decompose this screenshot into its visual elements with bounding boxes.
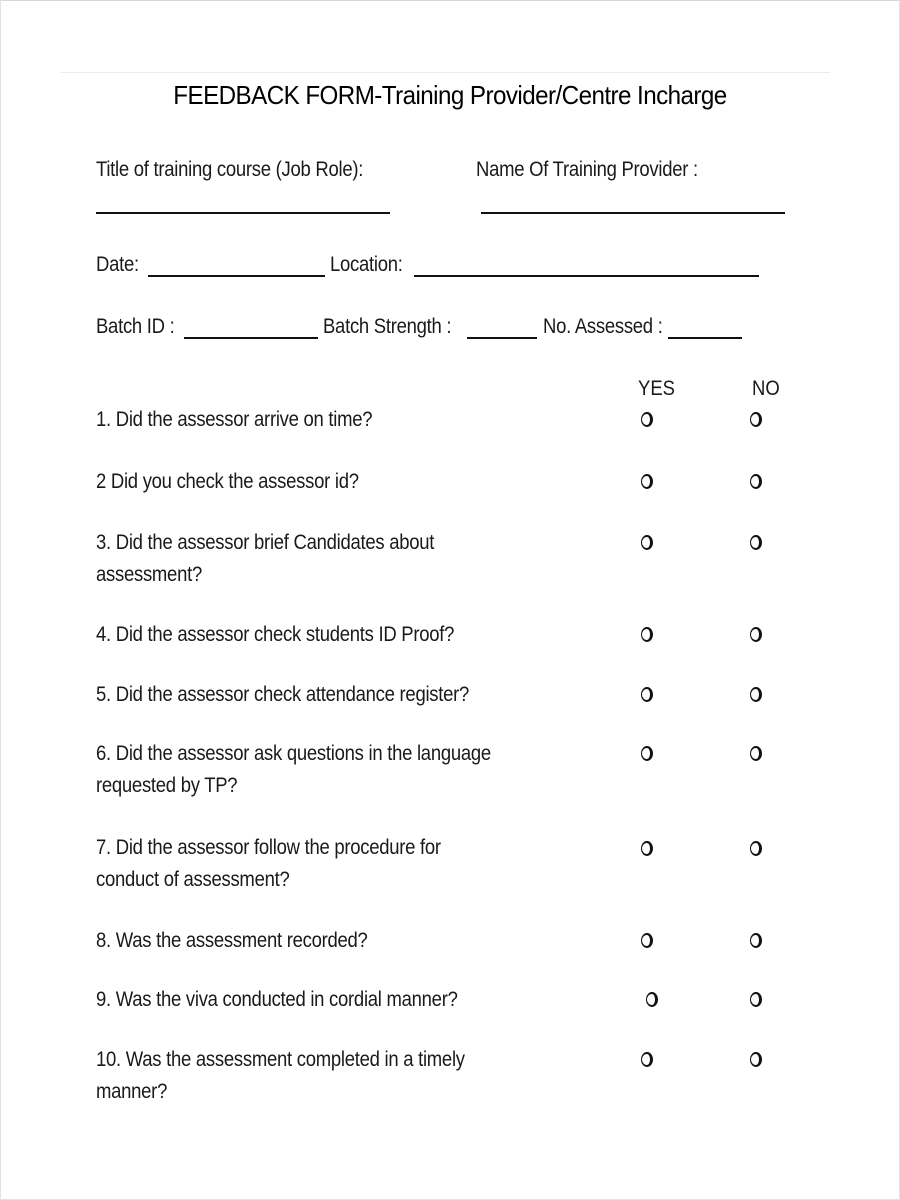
- q1-yes-radio[interactable]: [641, 412, 653, 427]
- question-text-cont: manner?: [96, 1080, 168, 1103]
- top-divider: [60, 72, 830, 73]
- course-title-label: Title of training course (Job Role):: [96, 158, 364, 181]
- q2-no-radio[interactable]: [750, 474, 762, 489]
- no-assessed-field[interactable]: [668, 337, 742, 339]
- question-text: 6. Did the assessor ask questions in the language: [96, 742, 491, 765]
- question-8: [96, 925, 536, 957]
- q6-yes-radio[interactable]: [641, 746, 653, 761]
- q1-no-radio[interactable]: [750, 412, 762, 427]
- q9-yes-radio[interactable]: [646, 992, 658, 1007]
- question-text: 7. Did the assessor follow the procedure for: [96, 836, 441, 859]
- date-label: Date:: [96, 253, 139, 276]
- question-6: [96, 738, 536, 802]
- q10-yes-radio[interactable]: [641, 1052, 653, 1067]
- question-5: [96, 679, 536, 711]
- question-10: [96, 1044, 536, 1108]
- question-1: [96, 404, 536, 436]
- question-7: [96, 832, 536, 896]
- batch-id-label: Batch ID :: [96, 315, 175, 338]
- date-field[interactable]: [148, 275, 325, 277]
- q9-no-radio[interactable]: [750, 992, 762, 1007]
- course-title-field[interactable]: [96, 212, 390, 214]
- q8-yes-radio[interactable]: [641, 933, 653, 948]
- question-text: 9. Was the viva conducted in cordial manner?: [96, 988, 458, 1011]
- question-9: [96, 984, 536, 1016]
- location-field[interactable]: [414, 275, 759, 277]
- question-4: [96, 619, 536, 651]
- question-text: 10. Was the assessment completed in a timely: [96, 1048, 465, 1071]
- q2-yes-radio[interactable]: [641, 474, 653, 489]
- q3-no-radio[interactable]: [750, 535, 762, 550]
- q10-no-radio[interactable]: [750, 1052, 762, 1067]
- question-text-cont: conduct of assessment?: [96, 868, 290, 891]
- no-assessed-label: No. Assessed :: [543, 315, 663, 338]
- question-2: [96, 466, 536, 498]
- question-text: 4. Did the assessor check students ID Proof?: [96, 623, 455, 646]
- q4-no-radio[interactable]: [750, 627, 762, 642]
- q4-yes-radio[interactable]: [641, 627, 653, 642]
- location-label: Location:: [330, 253, 403, 276]
- q7-yes-radio[interactable]: [641, 841, 653, 856]
- question-text: 8. Was the assessment recorded?: [96, 929, 368, 952]
- q5-yes-radio[interactable]: [641, 687, 653, 702]
- question-text: 3. Did the assessor brief Candidates about: [96, 531, 435, 554]
- provider-name-label: Name Of Training Provider :: [476, 158, 698, 181]
- q8-no-radio[interactable]: [750, 933, 762, 948]
- q3-yes-radio[interactable]: [641, 535, 653, 550]
- question-text-cont: requested by TP?: [96, 774, 238, 797]
- q7-no-radio[interactable]: [750, 841, 762, 856]
- question-text: 5. Did the assessor check attendance register?: [96, 683, 470, 706]
- yes-column-header: YES: [638, 377, 675, 400]
- question-text-cont: assessment?: [96, 563, 202, 586]
- q6-no-radio[interactable]: [750, 746, 762, 761]
- question-text: 1. Did the assessor arrive on time?: [96, 408, 373, 431]
- provider-name-field[interactable]: [481, 212, 785, 214]
- question-text: 2 Did you check the assessor id?: [96, 470, 359, 493]
- q5-no-radio[interactable]: [750, 687, 762, 702]
- no-column-header: NO: [752, 377, 780, 400]
- batch-strength-label: Batch Strength :: [323, 315, 452, 338]
- batch-id-field[interactable]: [184, 337, 318, 339]
- form-title: FEEDBACK FORM-Training Provider/Centre Incharge: [173, 80, 727, 110]
- batch-strength-field[interactable]: [467, 337, 537, 339]
- question-3: [96, 527, 536, 591]
